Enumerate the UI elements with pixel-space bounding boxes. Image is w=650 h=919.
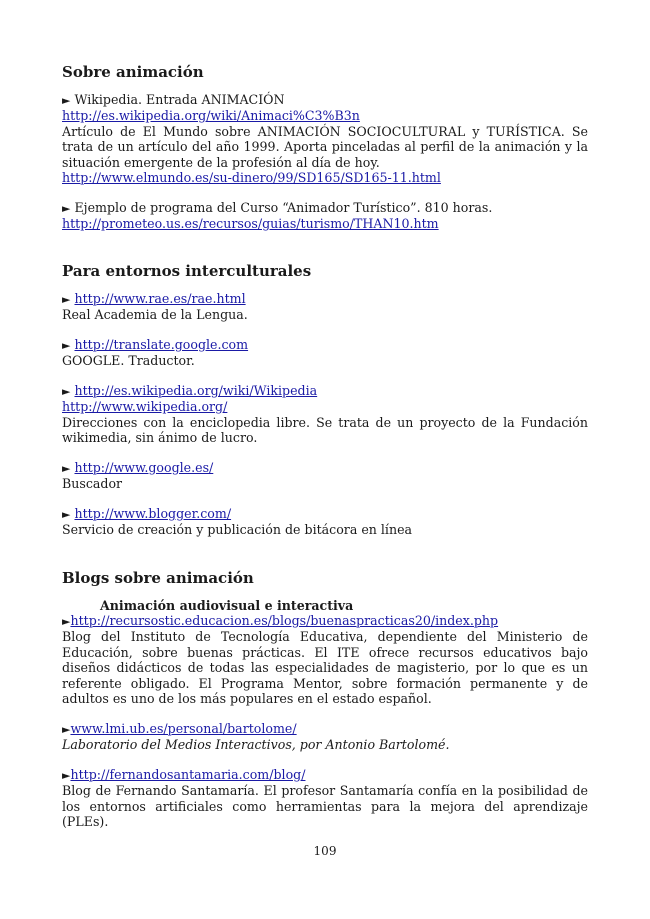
entry-lmi xyxy=(62,721,588,753)
link-elmundo[interactable]: http://www.elmundo.es/su-dinero/99/SD165/SD165-11.html xyxy=(62,170,441,186)
bullet-arrow-icon: ► xyxy=(62,723,71,736)
entry-wikipedia-animacion xyxy=(62,92,588,185)
entry-curso-animador xyxy=(62,200,588,232)
entry-label: Wikipedia. Entrada ANIMACIÓN xyxy=(74,92,285,107)
link-prometeo[interactable]: http://prometeo.us.es/recursos/guias/turismo/THAN10.htm xyxy=(62,216,439,232)
bullet-arrow-icon: ► xyxy=(62,508,71,521)
link-translate[interactable]: http://translate.google.com xyxy=(74,337,249,352)
link-lmi[interactable]: www.lmi.ub.es/personal/bartolome/ xyxy=(70,721,297,736)
entry-recursostic xyxy=(62,598,588,706)
entry-translate xyxy=(62,337,588,369)
entry-description: GOOGLE. Traductor. xyxy=(62,353,195,369)
page-number: 109 xyxy=(313,844,337,858)
subsection-title: Animación audiovisual e interactiva xyxy=(100,598,354,613)
bullet-arrow-icon: ► xyxy=(62,615,71,628)
section-title-intercultural: Para entornos interculturales xyxy=(62,262,312,280)
entry-description: Direcciones con la enciclopedia libre. Se trata de un proyecto de la Fundación wikimedia, sin ánimo de lucro. xyxy=(62,414,588,446)
link-recursostic[interactable]: http://recursostic.educacion.es/blogs/buenaspracticas20/index.php xyxy=(70,613,499,628)
bullet-arrow-icon: ► xyxy=(62,94,71,107)
bullet-arrow-icon: ► xyxy=(62,462,71,475)
entry-description: Blog del Instituto de Tecnología Educativa, dependiente del Ministerio de Educación, sobre buenas prácticas. El ITE ofrece recursos educativos bajo diseños didácticos de todas las especialidades de magisterio, por lo que es un referente obligado. El Programa Mentor, sobre formación permanente y de adultos es uno de los más populares en el estado español. xyxy=(62,629,588,707)
link-es-wikipedia[interactable]: http://es.wikipedia.org/wiki/Wikipedia xyxy=(74,383,318,398)
bullet-arrow-icon: ► xyxy=(62,202,71,215)
section-title-animacion: Sobre animación xyxy=(62,63,204,81)
link-wikipedia-animacion[interactable]: http://es.wikipedia.org/wiki/Animaci%C3%B3n xyxy=(62,108,360,124)
entry-description: Blog de Fernando Santamaría. El profesor Santamaría confía en la posibilidad de los entornos artificiales como herramientas para la mejora del aprendizaje (PLEs). xyxy=(62,783,588,830)
bullet-arrow-icon: ► xyxy=(62,339,71,352)
link-wikipedia-org[interactable]: http://www.wikipedia.org/ xyxy=(62,399,228,415)
link-google[interactable]: http://www.google.es/ xyxy=(74,460,214,475)
entry-rae xyxy=(62,291,588,323)
bullet-arrow-icon: ► xyxy=(62,769,71,782)
bullet-arrow-icon: ► xyxy=(62,293,71,306)
entry-description: Real Academia de la Lengua. xyxy=(62,307,248,323)
entry-label: Ejemplo de programa del Curso “Animador Turístico”. 810 horas. xyxy=(74,200,493,215)
entry-description: Buscador xyxy=(62,476,123,492)
section-title-blogs: Blogs sobre animación xyxy=(62,569,254,587)
link-blogger[interactable]: http://www.blogger.com/ xyxy=(74,506,232,521)
entry-google xyxy=(62,460,588,492)
link-rae[interactable]: http://www.rae.es/rae.html xyxy=(74,291,246,306)
entry-description: Servicio de creación y publicación de bitácora en línea xyxy=(62,522,413,538)
entry-description: Artículo de El Mundo sobre ANIMACIÓN SOCIOCULTURAL y TURÍSTICA. Se trata de un artículo del año 1999. Aporta pinceladas al perfil de la animación y la situación emergente de la profesión al día de hoy. xyxy=(62,123,588,170)
entry-blogger xyxy=(62,506,588,538)
entry-wikipedia xyxy=(62,383,588,446)
entry-santamaria xyxy=(62,767,588,830)
link-santamaria[interactable]: http://fernandosantamaria.com/blog/ xyxy=(70,767,306,782)
entry-description: Laboratorio del Medios Interactivos, por Antonio Bartolomé. xyxy=(62,737,450,753)
bullet-arrow-icon: ► xyxy=(62,385,71,398)
